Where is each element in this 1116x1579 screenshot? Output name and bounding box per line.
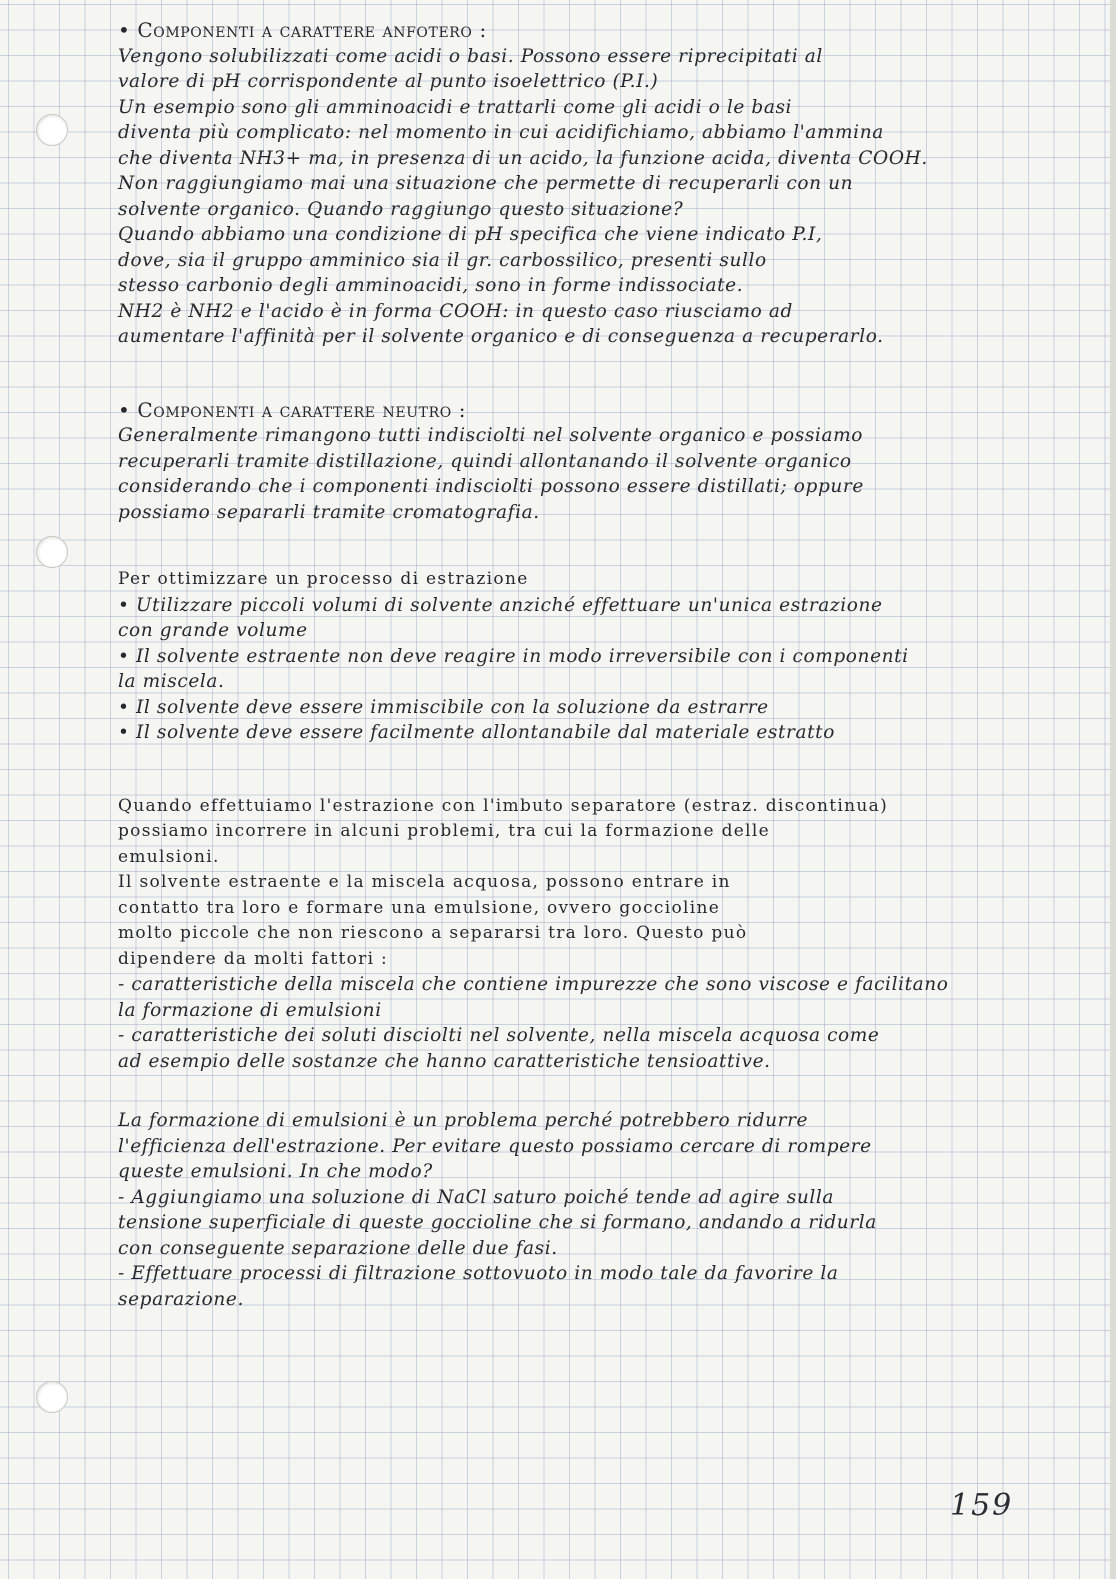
punch-hole	[36, 1381, 68, 1413]
optimize-item: • Il solvente estraente non deve reagire in modo irreversibile con i componenti	[118, 645, 909, 667]
note-line: aumentare l'affinità per il solvente organico e di conseguenza a recuperarlo.	[118, 326, 884, 347]
section-anfotero	[118, 18, 1088, 350]
optimize-item: • Il solvente deve essere facilmente allontanabile dal materiale estratto	[118, 722, 835, 743]
section-heading: • Componenti a carattere neutro :	[118, 397, 467, 422]
section-emulsions	[118, 794, 1088, 1075]
caps-line: molto piccole che non riescono a separarsi tra loro. Questo può	[118, 923, 748, 943]
note-line: queste emulsioni. In che modo?	[118, 1161, 433, 1182]
caps-line: emulsioni.	[118, 846, 220, 867]
note-line: la formazione di emulsioni	[118, 999, 382, 1021]
note-line: Quando abbiamo una condizione di pH specifica che viene indicato P.I,	[118, 224, 823, 245]
optimize-item: • Il solvente deve essere immiscibile con la soluzione da estrarre	[118, 696, 769, 718]
handwritten-notes	[118, 18, 1088, 1312]
note-line: Generalmente rimangono tutti indisciolti nel solvente organico e possiamo	[118, 425, 863, 446]
note-line: diventa più complicato: nel momento in cui acidifichiamo, abbiamo l'ammina	[118, 122, 884, 143]
note-line: considerando che i componenti indisciolti possono essere distillati; oppure	[118, 476, 864, 497]
caps-line: Il solvente estraente e la miscela acquosa, possono entrare in	[118, 872, 731, 892]
note-line: con conseguente separazione delle due fasi.	[118, 1237, 558, 1259]
note-line: valore di pH corrispondente al punto isoelettrico (P.I.)	[118, 71, 659, 92]
note-line: - caratteristiche della miscela che contiene impurezze che sono viscose e facilitano	[118, 974, 949, 995]
section-neutro	[118, 398, 1088, 526]
note-line: Un esempio sono gli amminoacidi e trattarli come gli acidi o le basi	[118, 96, 793, 118]
note-line: NH2 è NH2 e l'acido è in forma COOH: in questo caso riusciamo ad	[118, 300, 793, 322]
note-line: ad esempio delle sostanze che hanno caratteristiche tensioattive.	[118, 1050, 771, 1072]
note-line: l'efficienza dell'estrazione. Per evitare questo possiamo cercare di rompere	[118, 1135, 872, 1157]
note-line: La formazione di emulsioni è un problema perché potrebbero ridurre	[118, 1110, 809, 1131]
note-line: - Aggiungiamo una soluzione di NaCl saturo poiché tende ad agire sulla	[118, 1186, 835, 1208]
note-line: - Effettuare processi di filtrazione sottovuoto in modo tale da favorire la	[118, 1263, 839, 1284]
caps-line: Quando effettuiamo l'estrazione con l'imbuto separatore (estraz. discontinua)	[118, 795, 889, 816]
note-line: stesso carbonio degli amminoacidi, sono in forme indissociate.	[118, 275, 744, 296]
section-heading: • Componenti a carattere anfotero :	[118, 18, 487, 42]
note-line: Non raggiungiamo mai una situazione che permette di recuperarli con un	[118, 173, 854, 194]
note-line: - caratteristiche dei soluti disciolti nel solvente, nella miscela acquosa come	[118, 1025, 880, 1046]
optimize-item-cont: con grande volume	[118, 620, 308, 641]
punch-hole	[36, 114, 68, 146]
page-number: 159	[950, 1488, 1014, 1523]
note-line: possiamo separarli tramite cromatografia.	[118, 501, 540, 523]
optimize-item-cont: la miscela.	[118, 671, 225, 692]
note-line: recuperarli tramite distillazione, quindi allontanando il solvente organico	[118, 450, 852, 472]
caps-line: dipendere da molti fattori :	[118, 948, 389, 969]
note-line: Vengono solubilizzati come acidi o basi. Possono essere riprecipitati al	[118, 45, 823, 67]
optimize-title: Per ottimizzare un processo di estrazione	[118, 569, 529, 589]
note-line: che diventa NH3+ ma, in presenza di un acido, la funzione acida, diventa COOH.	[118, 147, 928, 169]
punch-hole	[36, 536, 68, 568]
optimize-item: • Utilizzare piccoli volumi di solvente anziché effettuare un'unica estrazione	[118, 594, 883, 616]
section-solutions	[118, 1108, 1088, 1312]
note-line: separazione.	[118, 1288, 244, 1310]
note-line: dove, sia il gruppo amminico sia il gr. carbossilico, presenti sullo	[118, 249, 767, 271]
note-line: solvente organico. Quando raggiungo questo situazione?	[118, 198, 684, 220]
section-optimize	[118, 567, 1088, 746]
page-edge	[1110, 0, 1116, 1579]
caps-line: contatto tra loro e formare una emulsione, ovvero goccioline	[118, 897, 721, 918]
caps-line: possiamo incorrere in alcuni problemi, tra cui la formazione delle	[118, 821, 770, 841]
note-line: tensione superficiale di queste goccioline che si formano, andando a ridurla	[118, 1212, 877, 1233]
